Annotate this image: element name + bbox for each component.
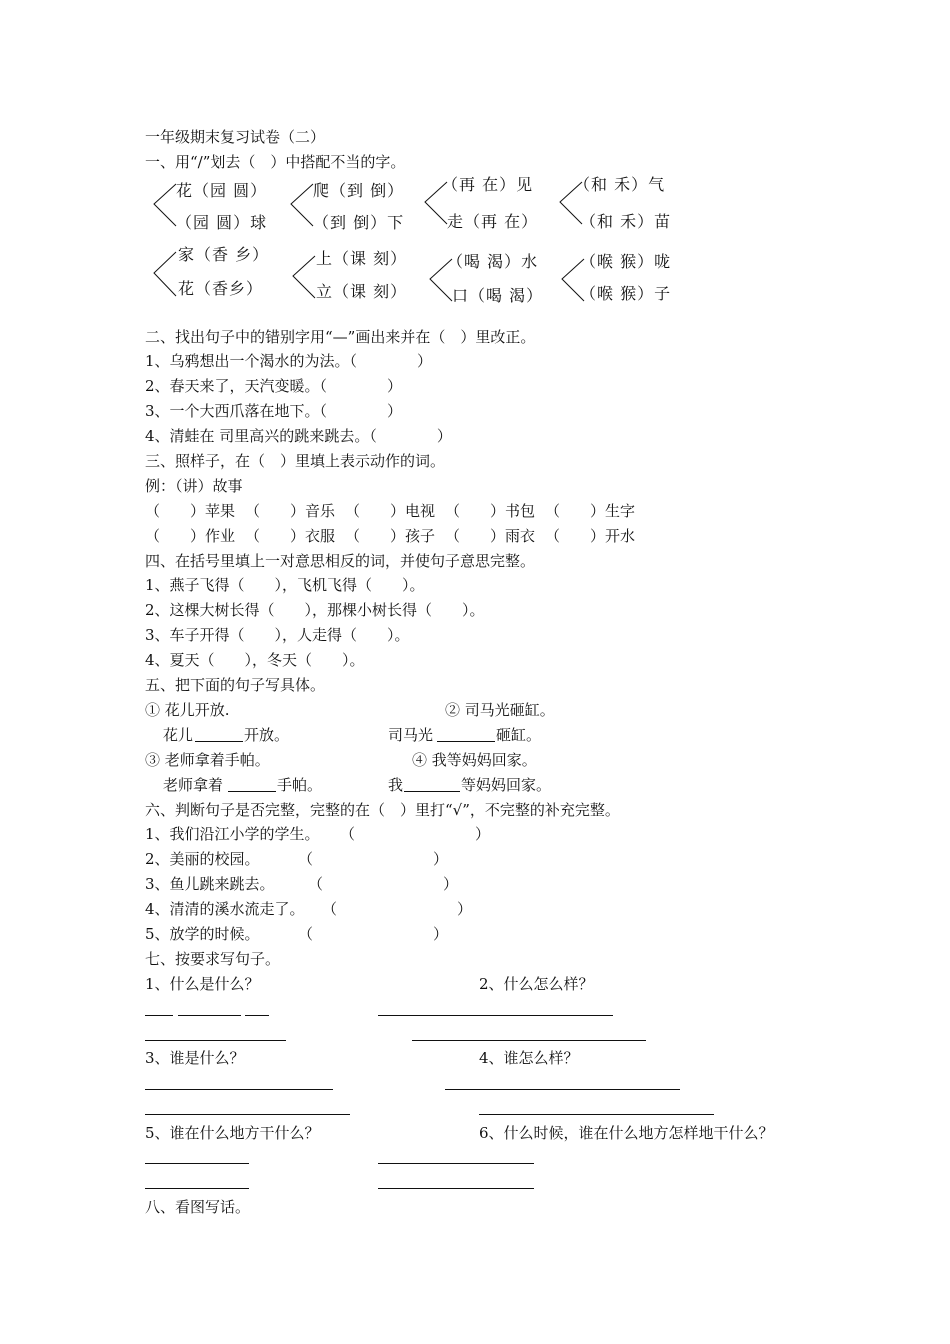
s7-prompt-5: 5、谁在什么地方干什么？ — [145, 1124, 320, 1142]
s1-group-6-bottom: 立（课 刻） — [316, 282, 408, 301]
s1-group-8-bottom: （喉 猴）子 — [580, 284, 672, 303]
s4-item-3: 3、车子开得（ ），人走得（ ）。 — [145, 626, 410, 644]
s7-prompt-1: 1、什么是什么？ — [145, 975, 260, 993]
s5-answer-4-blank[interactable] — [404, 791, 460, 792]
section-5-heading: 五、把下面的句子写具体。 — [145, 676, 326, 694]
s6-item-3: 3、鱼儿跳来跳去。 — [145, 875, 275, 893]
s7-answer-2-line[interactable] — [378, 1015, 613, 1016]
s7-answer-6-line[interactable] — [378, 1163, 534, 1164]
s7-answer-5-line[interactable] — [145, 1163, 249, 1164]
s1-group-2-top: 爬（到 倒） — [313, 181, 405, 200]
s3-row1-item-1: （ ）苹果 — [145, 502, 236, 520]
s4-item-2: 2、这棵大树长得（ ），那棵小树长得（ ）。 — [145, 601, 485, 619]
s5-question-4: ④ 我等妈妈回家。 — [412, 751, 537, 769]
s5-question-2: ② 司马光砸缸。 — [445, 701, 555, 719]
s7-prompt-2: 2、什么怎么样？ — [479, 975, 594, 993]
s1-group-6-top: 上（课 刻） — [316, 249, 408, 268]
s3-row2-item-5: （ ）开水 — [545, 527, 636, 545]
section-7-heading: 七、按要求写句子。 — [145, 950, 281, 968]
s1-group-7-top: （喝 渴）水 — [447, 252, 539, 271]
s7-answer-2-line[interactable] — [412, 1040, 646, 1041]
s2-item-4: 4、清蛙在 司里高兴的跳来跳去。（ ） — [145, 427, 452, 445]
section-3-heading: 三、照样子，在（ ）里填上表示动作的词。 — [145, 452, 446, 470]
s7-prompt-3: 3、谁是什么？ — [145, 1049, 245, 1067]
s7-prompt-4: 4、谁怎么样？ — [479, 1049, 579, 1067]
s5-answer-2-blank[interactable] — [437, 741, 495, 742]
s6-item-2-paren: （ ） — [298, 850, 449, 868]
s3-row2-item-3: （ ）孩子 — [345, 527, 436, 545]
s2-item-1: 1、乌鸦想出一个渴水的为法。（ ） — [145, 352, 433, 370]
s3-row2-item-1: （ ）作业 — [145, 527, 236, 545]
s5-answer-3-blank[interactable] — [228, 791, 276, 792]
s6-item-4-paren: （ ） — [322, 900, 473, 918]
s1-group-3-top: （再 在）见 — [442, 175, 534, 194]
s3-row1-item-5: （ ）生字 — [545, 502, 636, 520]
s7-answer-5-line[interactable] — [145, 1188, 249, 1189]
s7-answer-1-line[interactable] — [178, 1015, 241, 1016]
section-2-heading: 二、找出句子中的错别字用“—”画出来并在（ ）里改正。 — [145, 328, 536, 346]
s1-group-8-top: （喉 猴）咙 — [580, 252, 672, 271]
s3-row1-item-4: （ ）书包 — [445, 502, 536, 520]
s1-group-2-bottom: （到 倒）下 — [313, 213, 405, 232]
s5-answer-4-suffix: 等妈妈回家。 — [461, 776, 552, 794]
s2-item-2: 2、春天来了，天汽变暖。（ ） — [145, 377, 403, 395]
s5-answer-4-prefix: 我 — [388, 776, 404, 794]
s6-item-2: 2、美丽的校园。 — [145, 850, 260, 868]
s6-item-1: 1、我们沿江小学的学生。 — [145, 825, 320, 843]
s1-group-3-bottom: 走（再 在） — [447, 212, 539, 231]
s5-answer-3-suffix: 手帕。 — [277, 776, 323, 794]
bracket-icon — [150, 248, 180, 300]
s5-answer-1-suffix: 开放。 — [244, 726, 290, 744]
s1-group-4-top: （和 禾）气 — [574, 175, 666, 194]
s4-item-1: 1、燕子飞得（ ），飞机飞得（ ）。 — [145, 576, 425, 594]
page-title: 一年级期末复习试卷（二） — [145, 128, 326, 146]
s3-example: 例：（讲）故事 — [145, 477, 243, 495]
s5-answer-2-suffix: 砸缸。 — [496, 726, 542, 744]
s7-prompt-6: 6、什么时候，谁在什么地方怎样地干什么？ — [479, 1124, 774, 1142]
s4-item-4: 4、夏天（ ），冬天（ ）。 — [145, 651, 365, 669]
s7-answer-6-line[interactable] — [378, 1188, 534, 1189]
s7-answer-3-line[interactable] — [145, 1089, 333, 1090]
s7-answer-3-line[interactable] — [145, 1114, 350, 1115]
s1-group-5-top: 家（香 乡） — [178, 245, 270, 264]
s1-group-1-bottom: （园 圆）球 — [176, 213, 268, 232]
s7-answer-1-line[interactable] — [145, 1015, 173, 1016]
s6-item-4: 4、清清的溪水流走了。 — [145, 900, 305, 918]
s6-item-5: 5、放学的时候。 — [145, 925, 260, 943]
s7-answer-4-line[interactable] — [479, 1114, 714, 1115]
s6-item-1-paren: （ ） — [340, 825, 491, 843]
s6-item-3-paren: （ ） — [308, 875, 459, 893]
s7-answer-1-line[interactable] — [245, 1015, 269, 1016]
s5-question-1: ① 花儿开放. — [145, 701, 230, 719]
s1-group-7-bottom: 口（喝 渴） — [452, 286, 544, 305]
s1-group-5-bottom: 花（香乡） — [178, 279, 264, 298]
s5-answer-1-prefix: 花儿 — [163, 726, 194, 744]
s2-item-3: 3、一个大西爪落在地下。（ ） — [145, 402, 403, 420]
s7-answer-1-line[interactable] — [145, 1040, 286, 1041]
section-8-heading: 八、看图写话。 — [145, 1198, 251, 1216]
section-4-heading: 四、在括号里填上一对意思相反的词，并使句子意思完整。 — [145, 552, 536, 570]
s1-group-1-top: 花（园 圆） — [176, 181, 268, 200]
section-1-heading: 一、用“/”划去（ ）中搭配不当的字。 — [145, 153, 406, 171]
s5-question-3: ③ 老师拿着手帕。 — [145, 751, 270, 769]
s7-answer-4-line[interactable] — [445, 1089, 680, 1090]
s1-group-4-bottom: （和 禾）苗 — [580, 212, 672, 231]
s3-row1-item-3: （ ）电视 — [345, 502, 436, 520]
bracket-icon — [289, 252, 319, 302]
s5-answer-1-blank[interactable] — [195, 741, 243, 742]
s3-row2-item-4: （ ）雨衣 — [445, 527, 536, 545]
section-6-heading: 六、判断句子是否完整，完整的在（ ）里打“√”，不完整的补充完整。 — [145, 801, 620, 819]
s6-item-5-paren: （ ） — [298, 925, 449, 943]
s5-answer-2-prefix: 司马光 — [388, 726, 434, 744]
s3-row2-item-2: （ ）衣服 — [245, 527, 336, 545]
s3-row1-item-2: （ ）音乐 — [245, 502, 336, 520]
s5-answer-3-prefix: 老师拿着 — [163, 776, 224, 794]
